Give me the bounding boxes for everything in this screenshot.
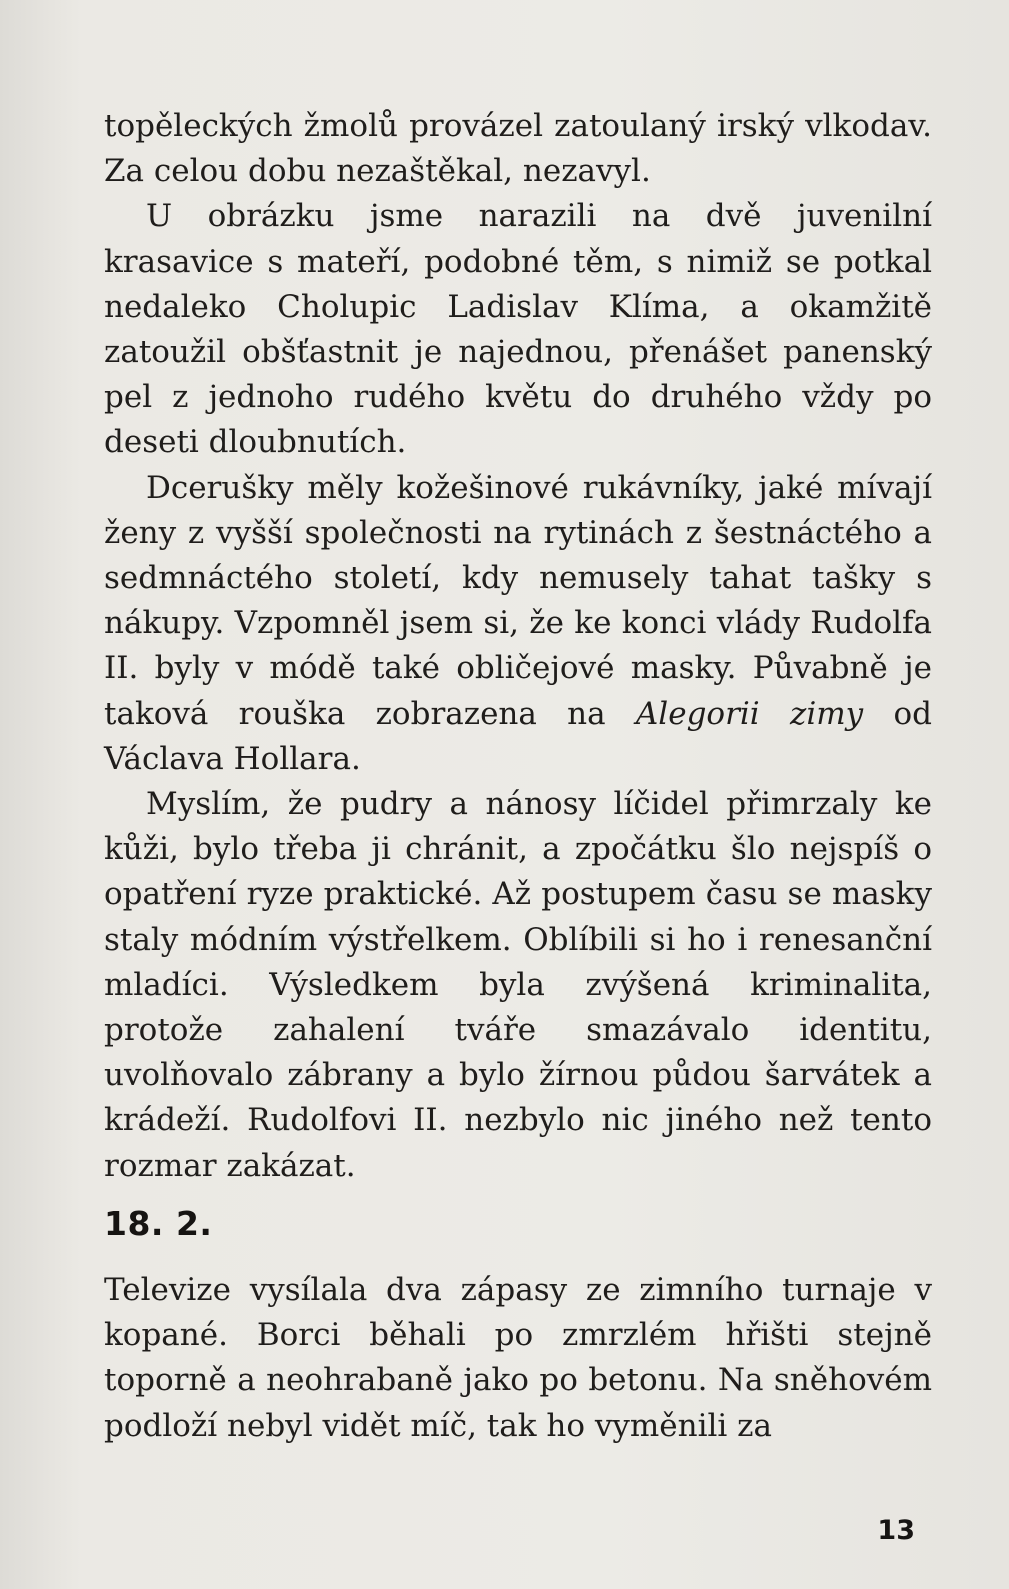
paragraph-myslim: Myslím, že pudry a nánosy líčidel přimrzaly ke kůži, bylo třeba ji chránit, a zpočátku šlo nejspíš o opatření ryze praktické. Až postupem času se masky staly módním výstřelkem. Oblíbili si ho i renesanční mladíci. Výsledkem byla zvýšená kriminalita, protože zahalení tváře smazávalo identitu, uvolňovalo zábrany a bylo žírnou půdou šarvátek a krádeží. Rudolfovi II. nezbylo nic jiného než tento rozmar zakázat. <box>104 786 932 1184</box>
page-number: 13 <box>877 1515 915 1546</box>
paragraph-continuation: topěleckých žmolů provázel zatoulaný irský vlkodav. Za celou dobu nezaštěkal, nezavyl. <box>104 108 932 190</box>
artwork-title: Alegorii zimy <box>635 695 864 732</box>
section-text <box>104 1268 932 1449</box>
paragraph-dcerusky-text: Dcerušky měly kožešinové rukávníky, jaké mívají ženy z vyšší společnosti na rytinách z šestnáctého a sedmnáctého století, kdy nemusely tahat tašky s nákupy. Vzpomněl jsem si, že ke konci vlády Rudolfa II. byly v módě také obličejové masky. Půvabně je taková rouška zobrazena na <box>104 469 932 732</box>
paragraph-dcerusky <box>104 466 932 782</box>
paragraph-televize: Televize vysílala dva zápasy ze zimního turnaje v kopané. Borci běhali po zmrzlém hřišti stejně toporně a neohrabaně jako po betonu. Na sněhovém podloží nebyl vidět míč, tak ho vyměnili za <box>104 1272 932 1444</box>
paragraph-dcerusky-end: od Václava Hollara. <box>104 695 932 777</box>
paragraph-klima: U obrázku jsme narazili na dvě juvenilní krasavice s mateří, podobné těm, s nimiž se potkal nedaleko Cholupic Ladislav Klíma, a okamžitě zatoužil obšťastnit je najednou, přenášet panenský pel z jednoho rudého květu do druhého vždy po deseti dloubnutích. <box>104 198 932 461</box>
body-text <box>104 104 932 1189</box>
section-heading: 18. 2. <box>104 1204 213 1243</box>
